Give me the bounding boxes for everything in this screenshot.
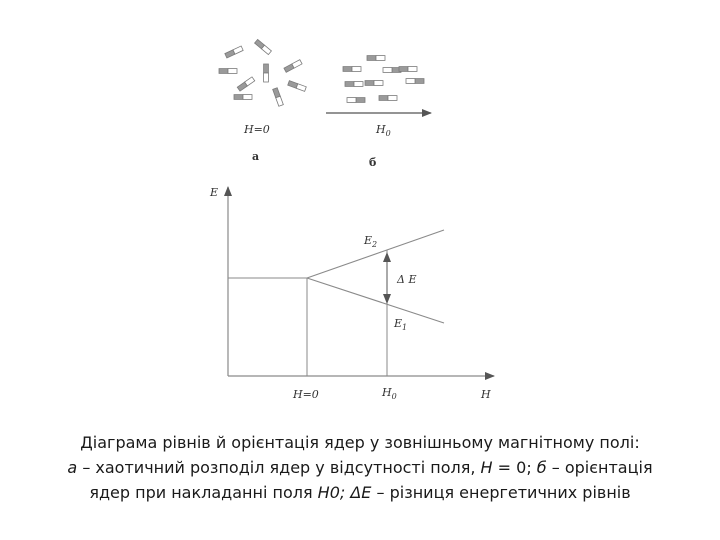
- nucleus-magnet: [383, 68, 401, 73]
- energy-level-diagram: [209, 186, 494, 401]
- figure-caption: [40, 430, 680, 505]
- panel-a-letter: а: [252, 150, 260, 163]
- lower-level-line: [307, 278, 444, 323]
- panel-b-oriented-nuclei: [326, 56, 431, 169]
- caption-line-1: Діаграма рівнів й орієнтація ядер у зовнішньому магнітному полі:: [80, 433, 640, 452]
- nucleus-magnet: [255, 39, 272, 54]
- tick-h0-label: H=0: [293, 388, 319, 401]
- caption-line-3: ядер при накладанні поля Н0; ΔЕ – різниця енергетичних рівнів: [89, 483, 631, 502]
- upper-level-label: $E_2$: [364, 234, 378, 249]
- nucleus-magnet: [399, 67, 417, 72]
- caption-line-2: а – хаотичний розподіл ядер у відсутності поля, Н = 0; б – орієнтація: [67, 458, 653, 477]
- nucleus-magnet: [284, 60, 302, 73]
- nucleus-magnet: [225, 46, 243, 58]
- nucleus-magnet: [237, 77, 254, 91]
- lower-level-label: $E_1$: [394, 317, 408, 332]
- nucleus-magnet: [406, 79, 424, 84]
- nucleus-magnet: [219, 69, 237, 74]
- nucleus-magnet: [347, 98, 365, 103]
- nucleus-magnet: [343, 67, 361, 72]
- nucleus-magnet: [345, 82, 363, 87]
- field-axis-label: H: [481, 388, 491, 401]
- delta-e-label: Δ E: [397, 273, 417, 286]
- upper-level-line: [307, 230, 444, 278]
- nucleus-magnet: [288, 81, 307, 92]
- energy-axis-label: E: [210, 186, 219, 199]
- nucleus-magnet: [264, 64, 269, 82]
- tick-h-label: $H_0$: [382, 386, 397, 401]
- panel-a-field-label: H=0: [244, 123, 270, 136]
- panel-b-letter: б: [369, 156, 377, 169]
- nucleus-magnet: [367, 56, 385, 61]
- panel-a-random-nuclei: [219, 39, 306, 163]
- nucleus-magnet: [234, 95, 252, 100]
- nucleus-magnet: [273, 88, 284, 107]
- nucleus-magnet: [379, 96, 397, 101]
- nucleus-magnet: [365, 81, 383, 86]
- panel-b-field-label: $H_0$: [376, 123, 391, 138]
